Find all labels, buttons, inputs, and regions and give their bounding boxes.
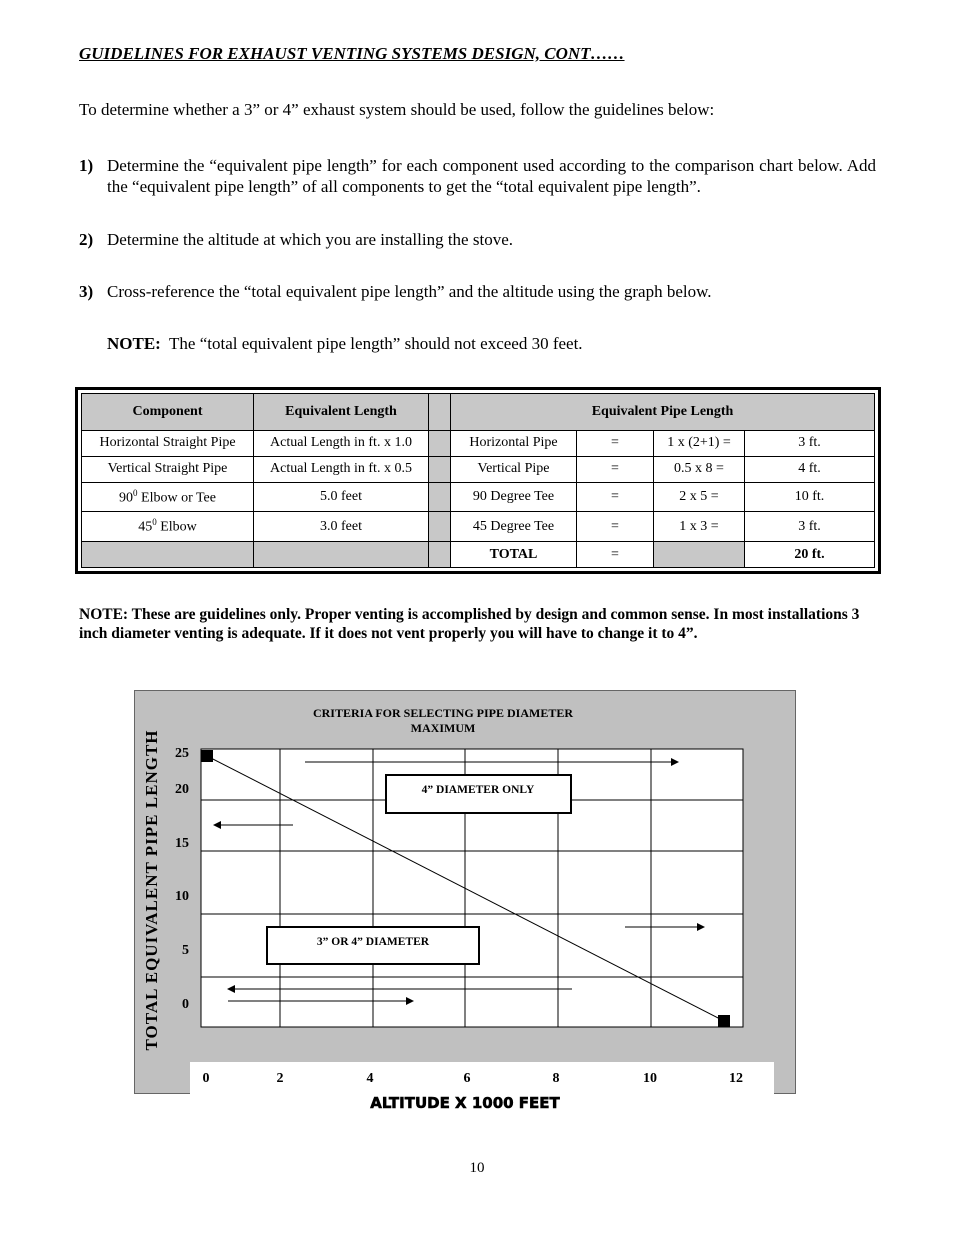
y-axis-label: TOTAL EQUIVALENT PIPE LENGTH bbox=[142, 729, 161, 1051]
component-suffix: Elbow or Tee bbox=[137, 490, 216, 506]
note-text: The “total equivalent pipe length” should not exceed 30 feet. bbox=[160, 334, 583, 353]
x-tick-label: 4 bbox=[366, 1071, 374, 1086]
degree-superscript: 0 bbox=[152, 517, 157, 528]
chart-subtitle: MAXIMUM bbox=[410, 721, 476, 735]
chart-title-line: CRITERIA FOR SELECTING PIPE DIAMETER bbox=[312, 706, 574, 720]
equivalent-cell: 5.0 feet bbox=[254, 482, 429, 512]
y-tick-label: 15 bbox=[175, 836, 189, 851]
component-number: 90 bbox=[119, 490, 134, 506]
x-tick-label: 0 bbox=[202, 1071, 210, 1086]
calc-cell: 1 x 3 = bbox=[654, 512, 745, 542]
step-number: 2) bbox=[79, 230, 94, 249]
equals-cell: = bbox=[577, 456, 654, 482]
header-component: Component bbox=[82, 394, 254, 431]
equals-cell: = bbox=[577, 542, 654, 568]
intro-text: To determine whether a 3” or 4” exhaust system should be used, follow the guidelines below: bbox=[79, 100, 715, 119]
equals-cell: = bbox=[577, 482, 654, 512]
step-number: 3) bbox=[79, 282, 94, 301]
component-suffix: Elbow bbox=[156, 520, 197, 536]
step-number: 1) bbox=[79, 156, 94, 175]
calc-cell: 0.5 x 8 = bbox=[654, 456, 745, 482]
equivalent-cell: Actual Length in ft. x 1.0 bbox=[254, 431, 429, 457]
item-cell: 90 Degree Tee bbox=[451, 482, 577, 512]
y-tick-label: 0 bbox=[182, 997, 189, 1012]
step-text: Cross-reference the “total equivalent pipe length” and the altitude using the graph below. bbox=[107, 282, 712, 301]
y-tick-label: 25 bbox=[175, 746, 189, 761]
component-number: 45 bbox=[138, 520, 153, 536]
component-cell: Horizontal Straight Pipe bbox=[82, 431, 254, 457]
calc-cell: 1 x (2+1) = bbox=[654, 431, 745, 457]
total-result: 20 ft. bbox=[745, 542, 875, 568]
item-cell: Vertical Pipe bbox=[451, 456, 577, 482]
y-tick-label: 10 bbox=[175, 889, 189, 904]
result-cell: 3 ft. bbox=[745, 512, 875, 542]
result-cell: 3 ft. bbox=[745, 431, 875, 457]
equals-cell: = bbox=[577, 431, 654, 457]
degree-superscript: 0 bbox=[133, 487, 138, 498]
component-cell: Vertical Straight Pipe bbox=[82, 456, 254, 482]
calc-cell: 2 x 5 = bbox=[654, 482, 745, 512]
region-label-4-inch: 4” DIAMETER ONLY bbox=[421, 784, 535, 796]
step-text: Determine the “equivalent pipe length” for each component used according to the comparison chart below. Add the “equivalent pipe length” of all components to get the “total equivalent pipe length”. bbox=[107, 156, 876, 196]
note-label: NOTE: bbox=[107, 334, 161, 353]
y-tick-label: 5 bbox=[182, 943, 189, 958]
page-number: 10 bbox=[469, 1160, 485, 1176]
venting-note: NOTE: These are guidelines only. Proper venting is accomplished by design and common sense. In most installations 3 inch diameter venting is adequate. If it does not vent properly you will have to change it to 4”. bbox=[79, 606, 860, 642]
x-tick-label: 2 bbox=[276, 1071, 284, 1086]
header-equivalent-pipe-length: Equivalent Pipe Length bbox=[451, 394, 875, 431]
equivalent-cell: 3.0 feet bbox=[254, 512, 429, 542]
result-cell: 10 ft. bbox=[745, 482, 875, 512]
equals-cell: = bbox=[577, 512, 654, 542]
step-text: Determine the altitude at which you are installing the stove. bbox=[107, 230, 513, 249]
y-tick-label: 20 bbox=[175, 782, 189, 797]
page-heading: GUIDELINES FOR EXHAUST VENTING SYSTEMS DESIGN, CONT…… bbox=[79, 44, 625, 63]
item-cell: 45 Degree Tee bbox=[451, 512, 577, 542]
header-equivalent-length: Equivalent Length bbox=[254, 394, 429, 431]
x-tick-label: 6 bbox=[463, 1071, 471, 1086]
item-cell: Horizontal Pipe bbox=[451, 431, 577, 457]
series-point bbox=[201, 750, 213, 762]
x-tick-label: 10 bbox=[643, 1071, 657, 1086]
result-cell: 4 ft. bbox=[745, 456, 875, 482]
series-point bbox=[718, 1015, 730, 1027]
region-label-3-or-4-inch: 3” OR 4” DIAMETER bbox=[316, 936, 430, 948]
x-tick-label: 12 bbox=[729, 1071, 743, 1086]
x-axis-label: ALTITUDE X 1000 FEET bbox=[370, 1094, 560, 1112]
total-label: TOTAL bbox=[451, 542, 577, 568]
equivalent-cell: Actual Length in ft. x 0.5 bbox=[254, 456, 429, 482]
x-tick-label: 8 bbox=[552, 1071, 560, 1086]
